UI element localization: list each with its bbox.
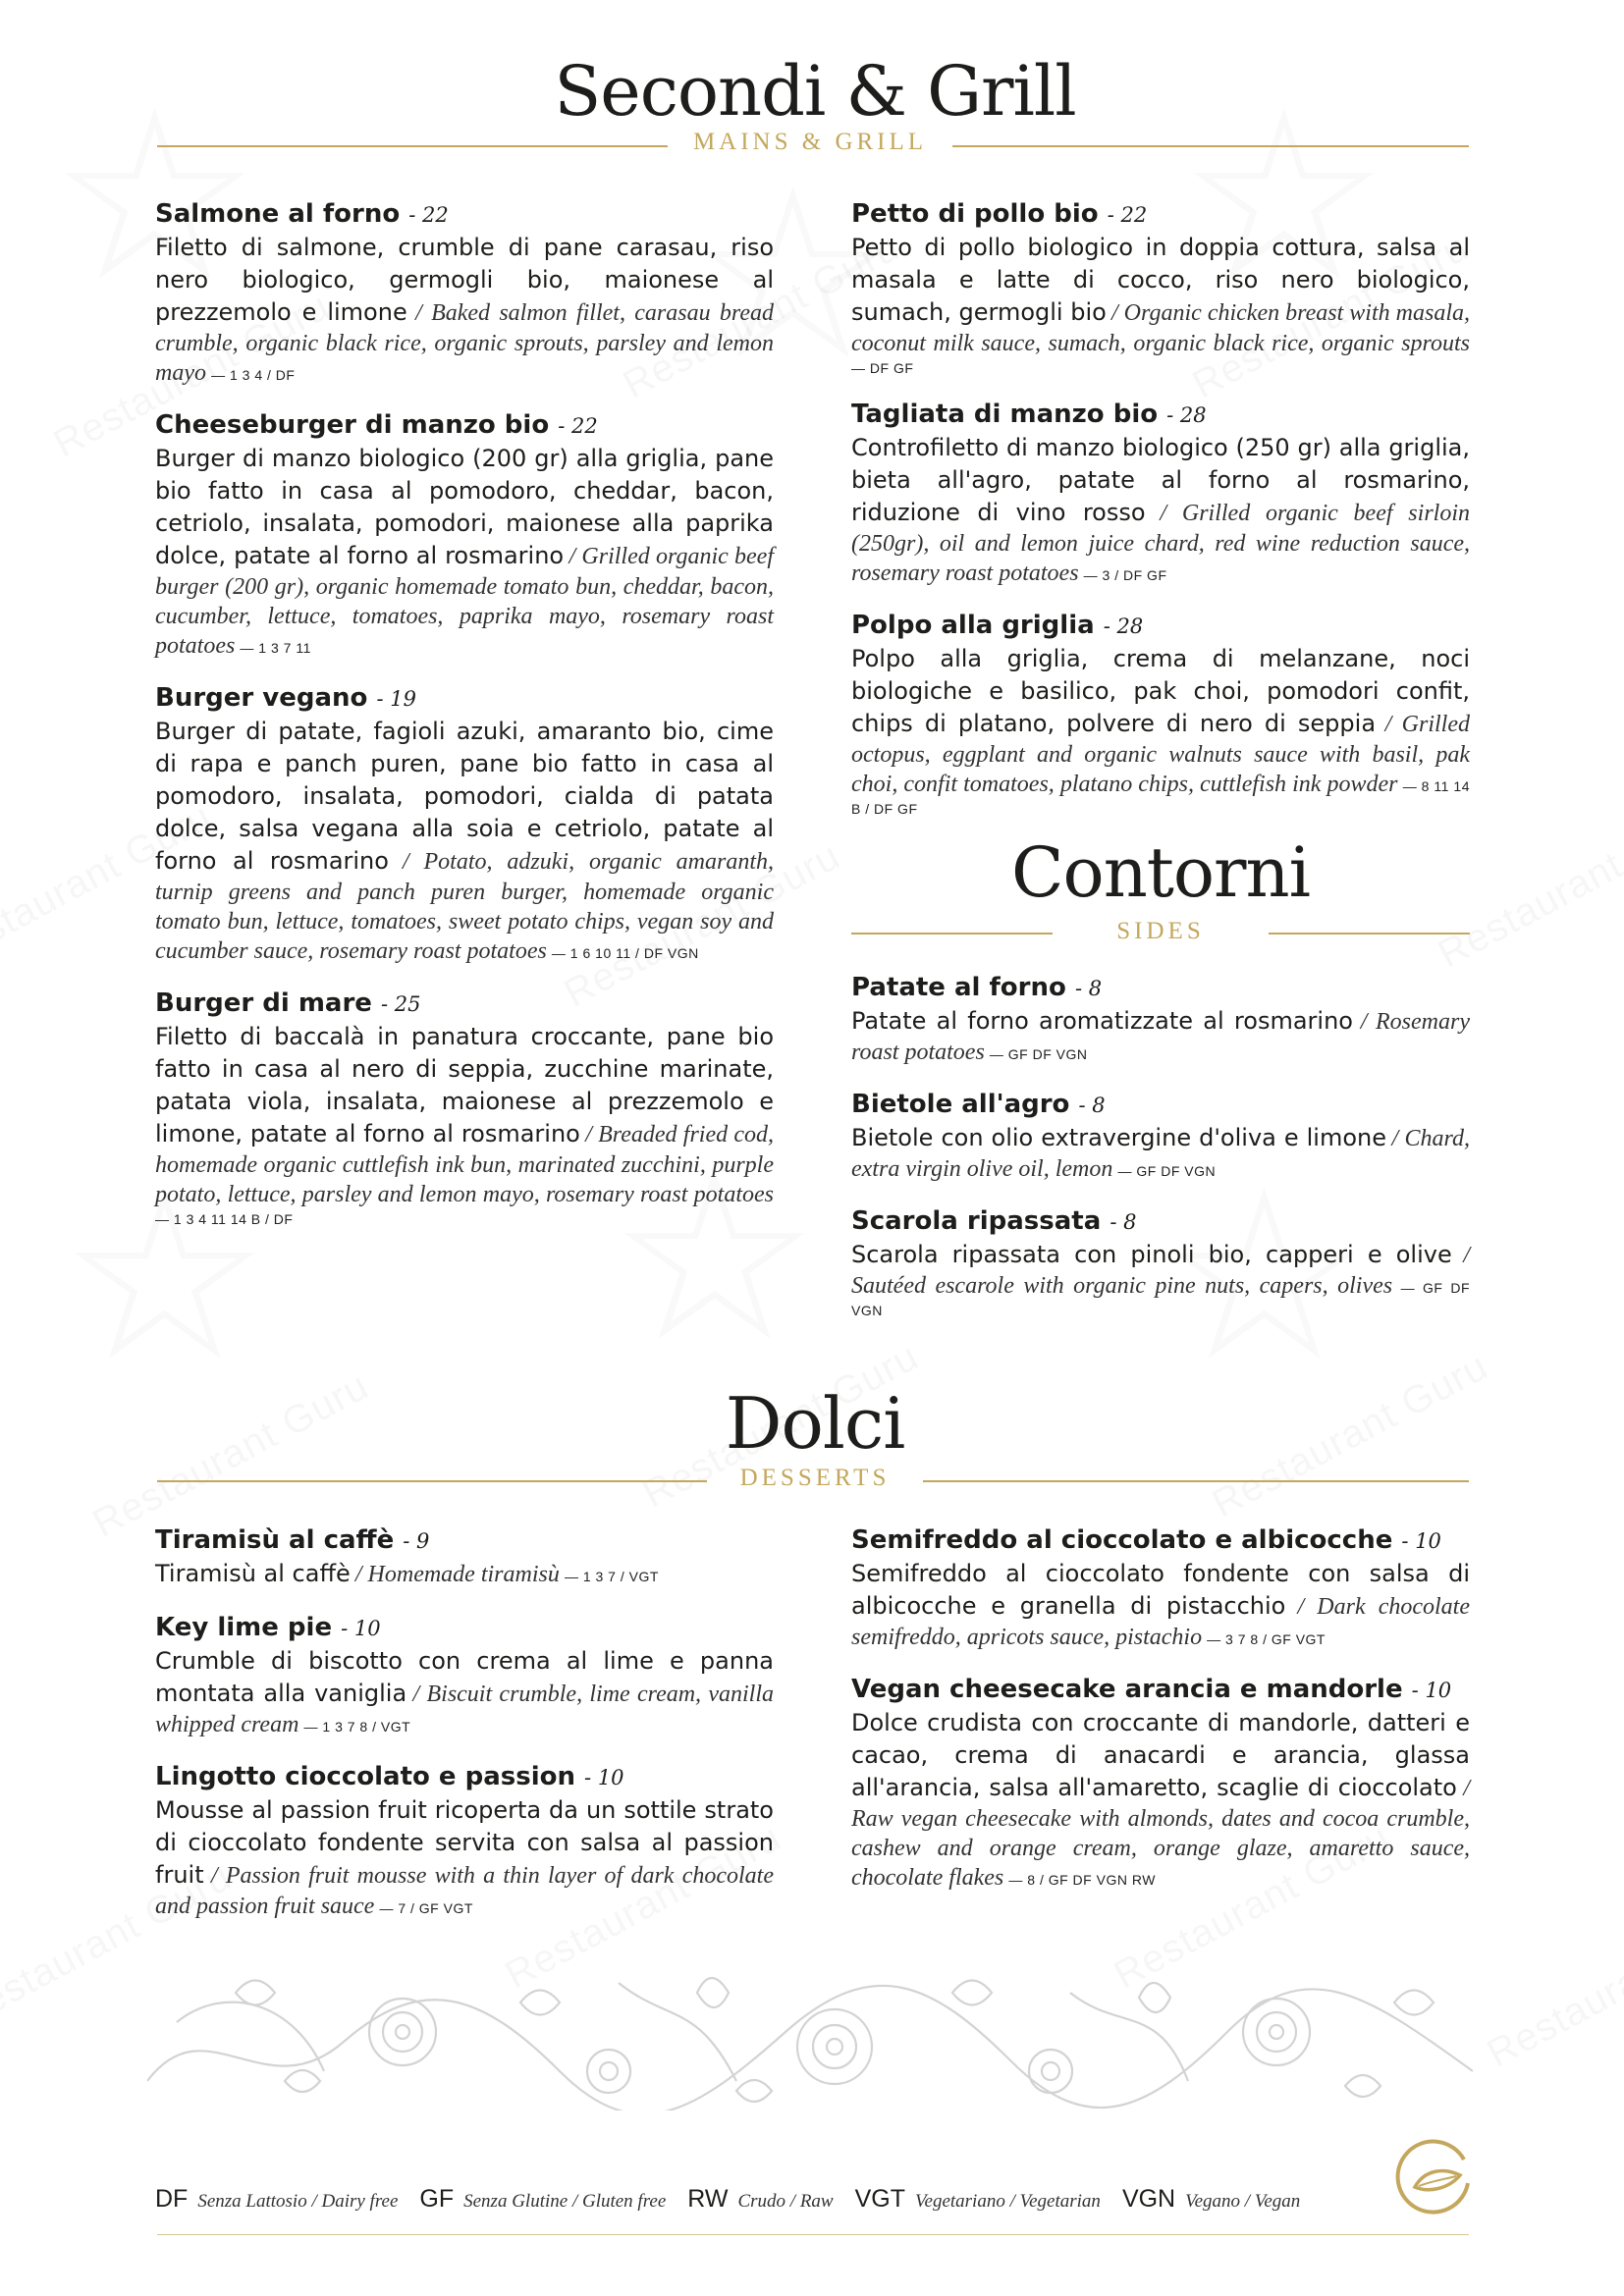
dish-price: - 8 <box>1074 977 1103 1000</box>
floral-ornament <box>147 1963 1473 2110</box>
allergen-codes: — 3 / DF GF <box>1083 567 1167 583</box>
dish-description <box>851 232 1470 377</box>
menu-item-header <box>155 1761 774 1794</box>
dish-name: Scarola ripassata <box>851 1206 1102 1236</box>
menu-item-header <box>155 682 774 716</box>
menu-item-header <box>851 1205 1470 1239</box>
description-english: / Grilled organic beef burger (200 gr), organic homemade tomato bun, cheddar, bacon, cucumber, lettuce, tomatoes, paprika mayo, rosemary roast potatoes <box>155 544 774 659</box>
dish-description <box>155 232 774 388</box>
dish-name: Semifreddo al cioccolato e albicocche <box>851 1525 1393 1555</box>
dish-price: - 22 <box>408 203 449 227</box>
legend-code: VGN <box>1121 2185 1176 2213</box>
description-italian: Scarola ripassata con pinoli bio, capperi e olive <box>851 1241 1452 1268</box>
legend-item <box>855 2185 1101 2214</box>
dish-price: - 22 <box>558 414 598 438</box>
dish-price: - 19 <box>376 687 416 711</box>
menu-item-header <box>851 399 1470 432</box>
dish-description <box>851 1558 1470 1652</box>
description-english: / Passion fruit mousse with a thin layer of dark chocolate and passion fruit sauce <box>155 1863 774 1919</box>
dish-description <box>155 716 774 966</box>
description-italian: Polpo alla griglia, crema di melanzane, noci biologiche e basilico, pak choi, pomodori confit, chips di platano, polvere di nero di seppia <box>851 645 1470 737</box>
description-english: / Sautéed escarole with organic pine nuts, capers, olives <box>851 1243 1470 1299</box>
dish-description <box>851 1239 1470 1319</box>
menu-item-header <box>155 1524 774 1558</box>
menu-item <box>851 1674 1470 1893</box>
description-english: / Baked salmon fillet, carasau bread crumble, organic black rice, organic sprouts, parsley and lemon mayo <box>155 300 774 386</box>
description-italian: Filetto di baccalà in panatura croccante, pane bio fatto in casa al nero di seppia, zucchine marinate, patata viola, insalata, maionese al prezzemolo e limone, patate al forno al rosmarino <box>155 1023 774 1148</box>
legend-code: GF <box>419 2185 455 2213</box>
description-italian: Burger di patate, fagioli azuki, amaranto bio, cime di rapa e panch puren, pane bio fatto in casa al pomodoro, insalata, pomodori, cialda di patata dolce, salsa vegana alla soia e cetriolo, patate al forno al rosmarino <box>155 718 774 875</box>
legend-item <box>1122 2185 1300 2214</box>
watermark-text <box>1481 1895 1624 2077</box>
description-italian: Petto di pollo biologico in doppia cottura, salsa al masala e latte di cocco, riso nero biologico, sumach, germogli bio <box>851 234 1470 326</box>
mains-left-column <box>155 198 774 1250</box>
dish-description <box>155 443 774 661</box>
menu-item-header <box>851 1674 1470 1707</box>
dish-price: - 8 <box>1110 1210 1137 1234</box>
menu-item <box>155 409 774 661</box>
dish-description <box>155 1794 774 1921</box>
dish-description <box>155 1645 774 1739</box>
legend-description: Senza Lattosio / Dairy free <box>197 2191 399 2212</box>
menu-item-header <box>851 198 1470 232</box>
g-leaf-logo-icon <box>1387 2132 1476 2220</box>
menu-item-header <box>851 972 1470 1005</box>
description-english: / Homemade tiramisù <box>354 1562 560 1587</box>
legend-item <box>687 2185 833 2214</box>
description-english: / Chard, extra virgin olive oil, lemon <box>851 1126 1470 1182</box>
dish-description <box>851 432 1470 588</box>
dish-price: - 28 <box>1103 614 1144 638</box>
legend-code: DF <box>155 2185 189 2213</box>
dish-price: - 25 <box>381 992 421 1016</box>
description-italian: Patate al forno aromatizzate al rosmarino <box>851 1007 1353 1035</box>
bottom-rule <box>157 2234 1469 2235</box>
mains-right-column <box>851 198 1470 839</box>
menu-item <box>851 399 1470 588</box>
allergen-codes: — 1 3 4 / DF <box>211 367 296 383</box>
divider-left-mains <box>157 145 668 147</box>
allergen-legend <box>155 2185 1322 2214</box>
dish-price: - 10 <box>1401 1529 1441 1553</box>
description-italian: Mousse al passion fruit ricoperta da un sottile strato di cioccolato fondente servita con salsa al passion fruit <box>155 1796 774 1889</box>
description-english: / Dark chocolate semifreddo, apricots sauce, pistachio <box>851 1594 1470 1650</box>
menu-item-header <box>851 610 1470 643</box>
allergen-codes: — 8 11 14 B / DF GF <box>851 778 1470 817</box>
dish-price: - 10 <box>584 1766 624 1789</box>
description-italian: Burger di manzo biologico (200 gr) alla griglia, pane bio fatto in casa al pomodoro, cheddar, bacon, cetriolo, insalata, pomodori, maionese alla paprika dolce, patate al forno al rosmarino <box>155 445 774 569</box>
dish-name: Burger di mare <box>155 988 372 1018</box>
legend-item <box>155 2185 398 2214</box>
dish-name: Burger vegano <box>155 683 368 713</box>
section-subtitle-desserts: DESSERTS <box>739 1465 891 1491</box>
dish-name: Patate al forno <box>851 973 1066 1002</box>
allergen-codes: — 8 / GF DF VGN RW <box>1008 1872 1156 1888</box>
allergen-codes: — GF DF VGN <box>851 1280 1470 1318</box>
description-english: / Biscuit crumble, lime cream, vanilla whipped cream <box>155 1682 774 1737</box>
desserts-right-column <box>851 1524 1470 1914</box>
allergen-codes: — DF GF <box>851 360 914 376</box>
legend-description: Senza Glutine / Gluten free <box>463 2191 667 2212</box>
dish-name: Vegan cheesecake arancia e mandorle <box>851 1675 1403 1704</box>
section-title-sides: Contorni <box>1011 832 1310 913</box>
menu-item-header <box>155 409 774 443</box>
description-italian: Filetto di salmone, crumble di pane carasau, riso nero biologico, germogli bio, maionese al prezzemolo e limone <box>155 234 774 326</box>
description-italian: Bietole con olio extravergine d'oliva e limone <box>851 1124 1387 1151</box>
description-english: / Breaded fried cod, homemade organic cuttlefish ink bun, marinated zucchini, purple potato, lettuce, parsley and lemon mayo, rosemary roast potatoes <box>155 1122 775 1207</box>
dish-name: Key lime pie <box>155 1613 333 1642</box>
dish-price: - 9 <box>403 1529 430 1553</box>
dish-description <box>155 1558 774 1590</box>
legend-description: Vegano / Vegan <box>1185 2191 1301 2212</box>
dish-description <box>851 1005 1470 1067</box>
menu-item-header <box>155 198 774 232</box>
dish-price: - 28 <box>1166 403 1207 427</box>
menu-item <box>851 610 1470 818</box>
allergen-codes: — 1 3 7 11 <box>240 640 311 656</box>
section-subtitle-sides: SIDES <box>1116 918 1205 944</box>
dish-name: Petto di pollo bio <box>851 199 1099 229</box>
menu-item <box>851 1089 1470 1184</box>
dish-name: Bietole all'agro <box>851 1090 1070 1119</box>
allergen-codes: — 1 6 10 11 / DF VGN <box>551 945 699 961</box>
dish-description <box>851 1707 1470 1893</box>
menu-item <box>155 988 774 1228</box>
legend-code: VGT <box>854 2185 906 2213</box>
dish-name: Cheeseburger di manzo bio <box>155 410 550 440</box>
divider-left-desserts <box>157 1480 707 1482</box>
description-english: / Grilled octopus, eggplant and organic walnuts sauce with basil, pak choi, confit tomatoes, platano chips, cuttlefish ink powder <box>851 712 1470 797</box>
menu-item <box>155 198 774 388</box>
description-english: / Potato, adzuki, organic amaranth, turnip greens and panch puren burger, homemade organic tomato bun, lettuce, tomatoes, sweet potato chips, vegan soy and cucumber sauce, rosemary roast potatoes <box>155 849 774 964</box>
allergen-codes: — 1 3 7 8 / VGT <box>303 1719 411 1735</box>
dish-name: Salmone al forno <box>155 199 401 229</box>
dish-name: Lingotto cioccolato e passion <box>155 1762 575 1791</box>
dish-name: Tagliata di manzo bio <box>851 400 1159 429</box>
section-title-desserts: Dolci <box>725 1382 905 1465</box>
dish-price: - 8 <box>1078 1094 1106 1117</box>
divider-left-sides <box>851 933 1053 934</box>
divider-right-sides <box>1269 933 1470 934</box>
menu-item <box>851 198 1470 377</box>
menu-item <box>155 1761 774 1921</box>
menu-item-header <box>155 988 774 1021</box>
menu-item-header <box>851 1524 1470 1558</box>
divider-right-mains <box>952 145 1469 147</box>
description-italian: Dolce crudista con croccante di mandorle, datteri e cacao, crema di anacardi e arancia, glassa all'arancia, salsa all'amaretto, scaglie di cioccolato <box>851 1709 1470 1801</box>
dish-description <box>155 1021 774 1228</box>
allergen-codes: — 3 7 8 / GF VGT <box>1207 1631 1326 1647</box>
dish-price: - 10 <box>341 1617 381 1640</box>
section-subtitle-mains: MAINS & GRILL <box>692 129 928 155</box>
dish-price: - 22 <box>1107 203 1148 227</box>
allergen-codes: — GF DF VGN <box>1117 1163 1217 1179</box>
description-english: / Raw vegan cheesecake with almonds, dates and cocoa crumble, cashew and orange cream, orange glaze, amaretto sauce, chocolate flakes <box>851 1776 1470 1891</box>
menu-item-header <box>851 1089 1470 1122</box>
description-italian: Crumble di biscotto con crema al lime e panna montata alla vaniglia <box>155 1647 774 1707</box>
description-italian: Controfiletto di manzo biologico (250 gr) alla griglia, bieta all'agro, patate al forno al rosmarino, riduzione di vino rosso <box>851 434 1470 526</box>
allergen-codes: — 1 3 7 / VGT <box>564 1569 659 1584</box>
legend-description: Vegetariano / Vegetarian <box>915 2191 1101 2212</box>
menu-item <box>155 682 774 966</box>
menu-item-header <box>155 1612 774 1645</box>
section-title-mains: Secondi & Grill <box>554 51 1076 132</box>
description-english: / Rosemary roast potatoes <box>851 1009 1471 1065</box>
divider-right-desserts <box>923 1480 1469 1482</box>
allergen-codes: — 7 / GF VGT <box>379 1900 473 1916</box>
legend-description: Crudo / Raw <box>737 2191 834 2212</box>
menu-item <box>155 1612 774 1739</box>
menu-item <box>851 1205 1470 1319</box>
allergen-codes: — GF DF VGN <box>989 1046 1088 1062</box>
dish-name: Polpo alla griglia <box>851 611 1095 640</box>
description-italian: Semifreddo al cioccolato fondente con salsa di albicocche e granella di pistacchio <box>851 1560 1470 1620</box>
menu-item <box>851 972 1470 1067</box>
menu-item <box>155 1524 774 1590</box>
legend-item <box>419 2185 666 2214</box>
dish-description <box>851 1122 1470 1184</box>
desserts-left-column <box>155 1524 774 1943</box>
description-italian: Tiramisù al caffè <box>155 1560 351 1587</box>
allergen-codes: — 1 3 4 11 14 B / DF <box>155 1211 294 1227</box>
menu-item <box>851 1524 1470 1652</box>
dish-price: - 10 <box>1411 1679 1452 1702</box>
legend-code: RW <box>687 2185 729 2213</box>
description-english: / Grilled organic beef sirloin (250gr), oil and lemon juice chard, red wine reduction sauce, rosemary roast potatoes <box>851 501 1470 586</box>
sides-column <box>851 972 1470 1341</box>
dish-description <box>851 643 1470 818</box>
dish-name: Tiramisù al caffè <box>155 1525 395 1555</box>
description-english: / Organic chicken breast with masala, coconut milk sauce, sumach, organic black rice, organic sprouts <box>851 300 1470 356</box>
